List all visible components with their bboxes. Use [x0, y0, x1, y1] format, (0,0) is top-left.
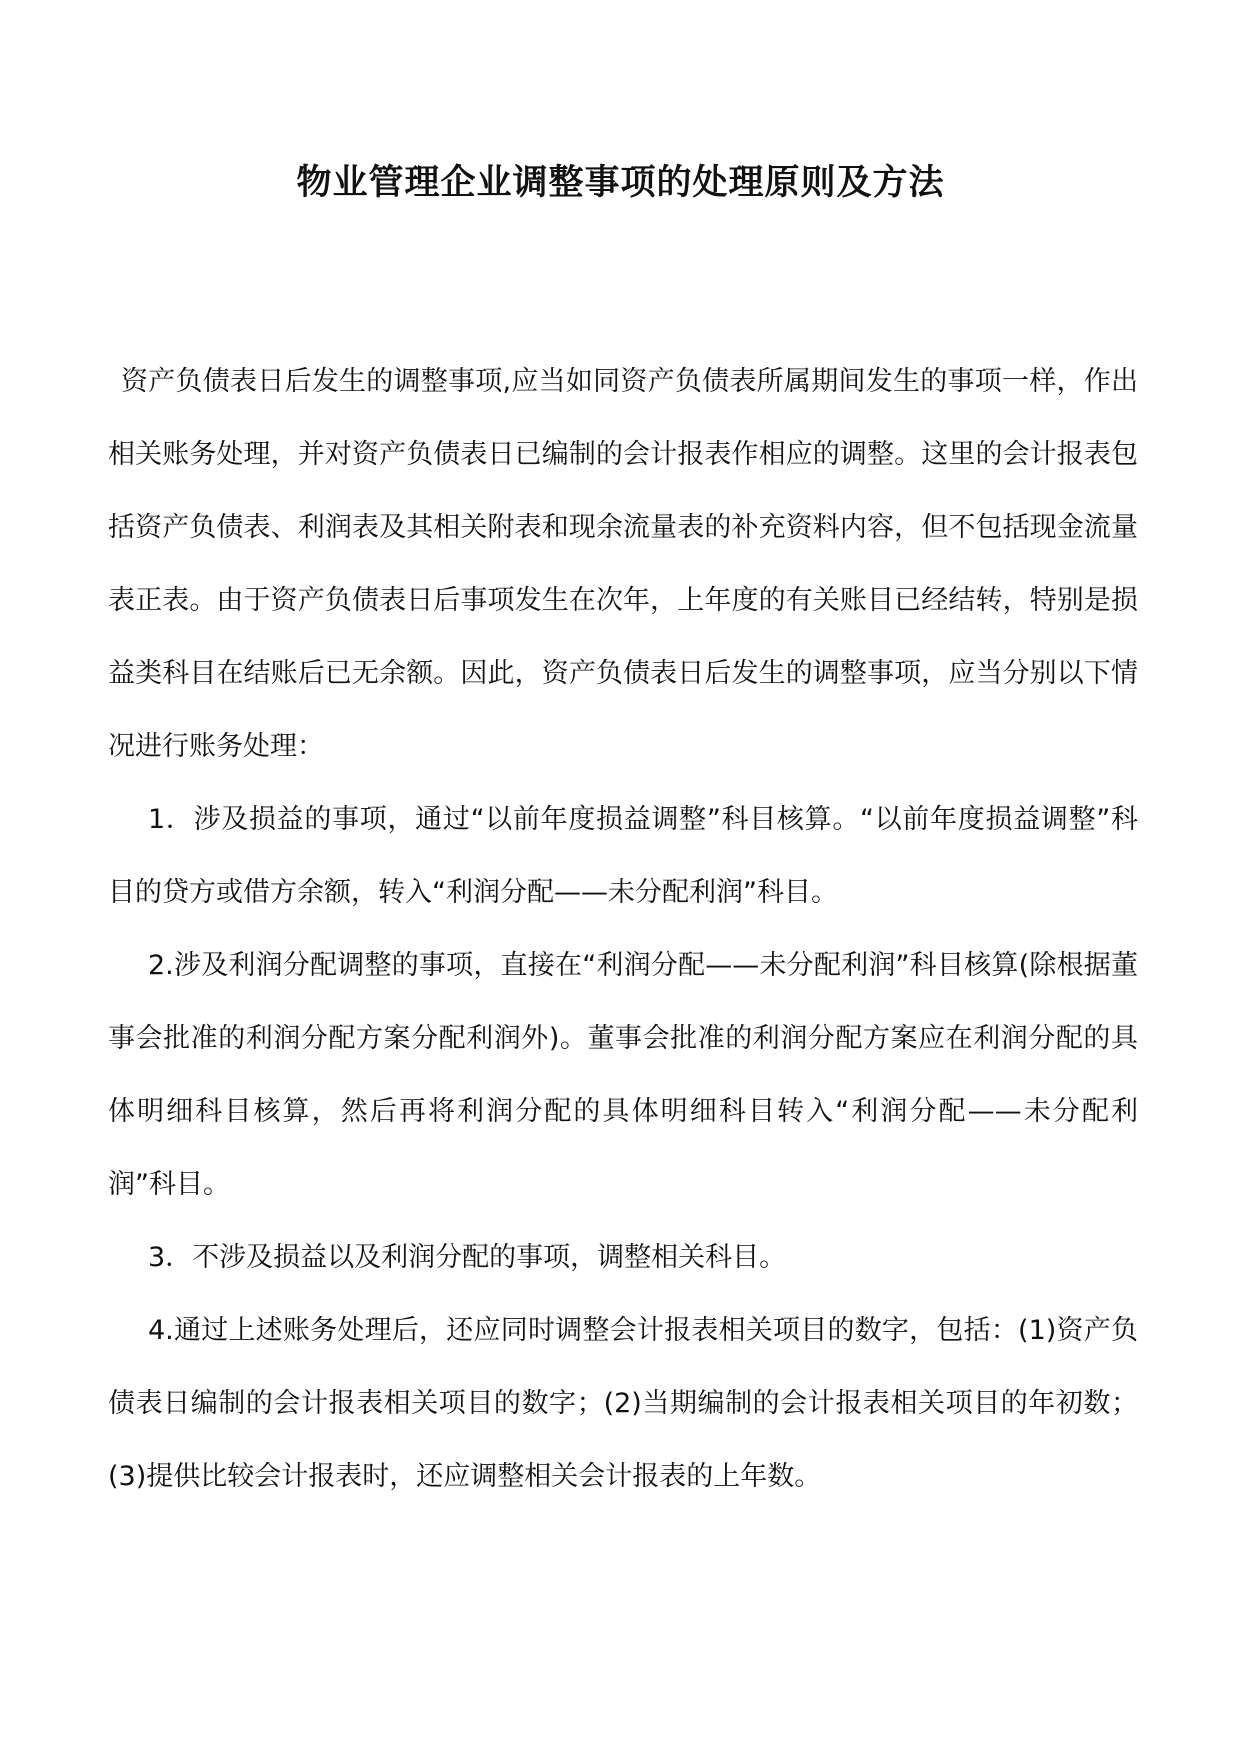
document-title: 物业管理企业调整事项的处理原则及方法 — [296, 162, 945, 203]
paragraph-intro: 资产负债表日后发生的调整事项,应当如同资产负债表所属期间发生的事项一样，作出相关账务处理，并对资产负债表日已编制的会计报表作相应的调整。这里的会计报表包括资产负债表、利润表及其相关附表和现余流量表的补充资料内容，但不包括现金流量表正表。由于资产负债表日后事项发生在次年，上年度的有关账目已经结转，特别是损益类科目在结账后已无余额。因此，资产负债表日后发生的调整事项，应当分别以下情况进行账务处理： — [108, 366, 1138, 762]
document-body — [108, 345, 1138, 1513]
paragraph-item-3: 3．不涉及损益以及利润分配的事项，调整相关科目。 — [148, 1242, 787, 1273]
paragraph-item-1: 1．涉及损益的事项，通过“以前年度损益调整”科目核算。“以前年度损益调整”科目的贷方或借方余额，转入“利润分配——未分配利润”科目。 — [108, 804, 1138, 908]
paragraph-item-4: 4.通过上述账务处理后，还应同时调整会计报表相关项目的数字，包括：(1)资产负债表日编制的会计报表相关项目的数字；(2)当期编制的会计报表相关项目的年初数；(3)提供比较会计报表时，还应调整相关会计报表的上年数。 — [108, 1315, 1138, 1492]
paragraph-item-2: 2.涉及利润分配调整的事项，直接在“利润分配——未分配利润”科目核算(除根据董事会批准的利润分配方案分配利润外)。董事会批准的利润分配方案应在利润分配的具体明细科目核算，然后再将利润分配的具体明细科目转入“利润分配——未分配利 润”科目。 — [108, 950, 1138, 1200]
